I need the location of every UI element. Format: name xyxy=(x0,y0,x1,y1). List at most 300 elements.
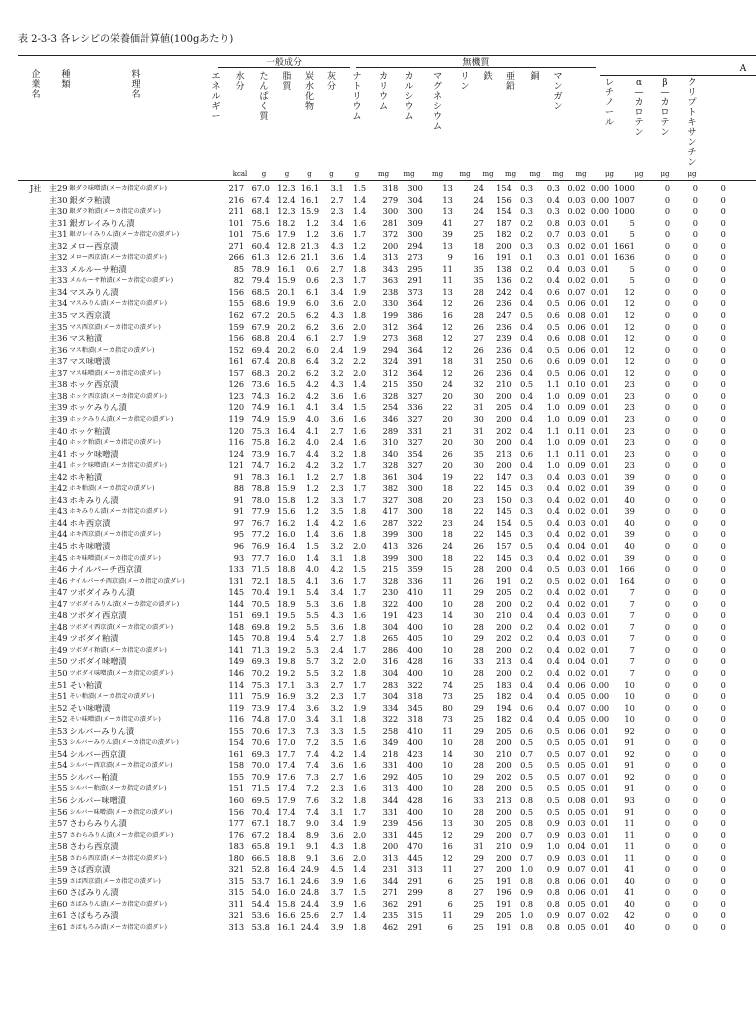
company-cell xyxy=(0,356,37,368)
value-cell: 0 xyxy=(720,760,726,771)
value-cell: 77.9 xyxy=(251,506,270,517)
value-cell: 3.2 xyxy=(330,702,344,713)
value-cell: 7 xyxy=(629,644,635,655)
value-cell: 0.01 xyxy=(590,806,610,817)
company-cell xyxy=(0,668,37,680)
value-cell: 399 xyxy=(382,552,399,563)
value-cell: 213 xyxy=(496,795,512,805)
dish-name-cell: ホキ粕漬 xyxy=(69,471,103,482)
value-cell: 428 xyxy=(407,795,423,805)
value-cell: 1.6 xyxy=(353,875,367,886)
value-cell: 399 xyxy=(382,529,399,540)
value-cell: 0 xyxy=(720,390,726,401)
value-cell: 391 xyxy=(407,356,423,367)
value-cell: 28 xyxy=(473,598,484,609)
value-cell: 0.5 xyxy=(520,760,534,771)
type-cell: 主34 xyxy=(48,298,68,309)
value-cell: 0.05 xyxy=(567,898,586,909)
company-cell xyxy=(0,910,37,922)
dish-name-cell: そい味噌漬 xyxy=(69,702,111,713)
value-cell: 1.7 xyxy=(353,679,367,690)
value-cell: 75.9 xyxy=(251,691,270,702)
value-cell: 315 xyxy=(228,875,245,886)
table-row xyxy=(0,241,756,253)
value-cell: 0.4 xyxy=(546,194,560,205)
table-row xyxy=(0,541,756,553)
value-cell: 3.2 xyxy=(330,795,344,805)
value-cell: 1000 xyxy=(613,206,635,217)
value-cell: 0.5 xyxy=(520,540,534,551)
value-cell: 0 xyxy=(692,333,698,344)
value-cell: 0 xyxy=(692,714,698,725)
table-row xyxy=(0,298,756,310)
company-cell xyxy=(0,264,37,276)
value-cell: 0.6 xyxy=(546,286,560,297)
type-cell: 主35 xyxy=(48,321,68,332)
value-cell: 0.07 xyxy=(567,286,586,297)
value-cell: 0 xyxy=(720,587,726,598)
value-cell: 364 xyxy=(407,298,423,309)
value-cell: 6.0 xyxy=(306,344,320,355)
value-cell: 133 xyxy=(228,564,245,575)
value-cell: 164 xyxy=(619,575,635,586)
value-cell: 3.9 xyxy=(330,922,344,933)
value-cell: 28 xyxy=(473,806,484,817)
value-cell: 0 xyxy=(720,425,726,436)
value-cell: 0 xyxy=(664,875,671,886)
type-cell: 主50 xyxy=(48,667,68,678)
value-cell: 19.4 xyxy=(277,633,296,644)
value-cell: 265 xyxy=(382,633,399,644)
value-cell: 73.9 xyxy=(251,448,270,459)
value-cell: 0 xyxy=(720,402,726,413)
company-cell xyxy=(0,807,37,819)
value-cell: 29 xyxy=(473,852,484,863)
company-cell xyxy=(0,287,37,299)
value-cell: 53.8 xyxy=(251,922,270,933)
dish-name-cell: 銀ダラ粕漬 xyxy=(69,194,111,205)
group-label-mineral: 無機質 xyxy=(462,58,490,68)
value-cell: 39 xyxy=(624,471,635,482)
unit-label: g xyxy=(307,170,312,178)
value-cell: 7.2 xyxy=(306,737,320,748)
value-cell: 0.9 xyxy=(546,852,560,863)
dish-name-cell: さばみりん漬 xyxy=(69,887,119,898)
type-cell: 主47 xyxy=(48,587,68,598)
value-cell: 322 xyxy=(407,679,423,690)
value-cell: 12 xyxy=(442,367,453,378)
value-cell: 158 xyxy=(228,760,245,771)
value-cell: 0.02 xyxy=(567,275,586,286)
value-cell: 27 xyxy=(473,217,484,228)
value-cell: 2.0 xyxy=(353,367,367,378)
value-cell: 0.03 xyxy=(567,263,586,274)
value-cell: 400 xyxy=(407,806,423,817)
value-cell: 21.3 xyxy=(300,240,320,251)
value-cell: 238 xyxy=(382,286,399,297)
value-cell: 119 xyxy=(228,413,245,424)
value-cell: 22 xyxy=(442,402,453,413)
value-cell: 3.6 xyxy=(330,598,344,609)
table-row xyxy=(0,391,756,403)
company-cell xyxy=(0,195,37,207)
value-cell: 70.9 xyxy=(251,771,270,782)
value-cell: 10 xyxy=(624,702,635,713)
value-cell: 0 xyxy=(664,922,671,933)
value-cell: 0 xyxy=(692,344,698,355)
value-cell: 1.8 xyxy=(353,922,367,933)
value-cell: 156 xyxy=(228,806,245,817)
value-cell: 0 xyxy=(692,898,698,909)
dish-name-cell: ツボダイ粕漬 xyxy=(69,633,119,644)
unit-label: mg xyxy=(431,170,444,178)
value-cell: 327 xyxy=(382,494,399,505)
value-cell: 71.3 xyxy=(251,644,270,655)
value-cell: 91 xyxy=(233,471,245,482)
value-cell: 16.1 xyxy=(300,183,320,194)
value-cell: 65.8 xyxy=(251,841,270,852)
value-cell: 0 xyxy=(692,413,698,424)
value-cell: 0.05 xyxy=(567,714,586,725)
table-row xyxy=(0,760,756,772)
value-cell: 273 xyxy=(407,252,423,263)
value-cell: 0 xyxy=(720,610,726,621)
dish-name-cell: ホキ粕漬(メーカ指定の漬ダレ) xyxy=(69,485,155,493)
value-cell: 1.4 xyxy=(306,529,320,540)
dish-name-cell: ホッケ味噌漬 xyxy=(69,448,119,459)
table-row xyxy=(0,714,756,726)
value-cell: 126 xyxy=(228,379,245,390)
dish-name-cell: ホッケ粕漬 xyxy=(69,425,111,436)
value-cell: 0.02 xyxy=(567,529,586,540)
value-cell: 0.3 xyxy=(546,206,560,217)
value-cell: 17.0 xyxy=(277,714,296,725)
value-cell: 327 xyxy=(407,413,423,424)
value-cell: 191 xyxy=(496,922,512,933)
value-cell: 61.3 xyxy=(251,252,270,263)
value-cell: 0.01 xyxy=(590,286,610,297)
company-cell xyxy=(0,841,37,853)
value-cell: 4.5 xyxy=(330,864,344,875)
value-cell: 1.7 xyxy=(353,644,367,655)
value-cell: 159 xyxy=(228,321,245,332)
value-cell: 0.07 xyxy=(567,702,586,713)
value-cell: 2.4 xyxy=(330,344,344,355)
value-cell: 0 xyxy=(664,460,671,471)
value-cell: 26 xyxy=(473,321,484,332)
value-cell: 0.4 xyxy=(546,494,560,505)
value-cell: 3.6 xyxy=(330,852,344,863)
dish-name-cell: マス粕漬(メーカ指定の漬ダレ) xyxy=(69,346,155,354)
value-cell: 162 xyxy=(228,310,245,321)
value-cell: 413 xyxy=(382,540,399,551)
value-cell: 3.6 xyxy=(306,702,320,713)
value-cell: 21 xyxy=(442,425,453,436)
value-cell: 258 xyxy=(382,725,399,736)
value-cell: 14 xyxy=(442,748,453,759)
value-cell: 4.3 xyxy=(330,841,344,852)
value-cell: 5.4 xyxy=(306,633,320,644)
value-cell: 349 xyxy=(382,737,399,748)
value-cell: 5.3 xyxy=(306,644,320,655)
value-cell: 364 xyxy=(407,344,423,355)
value-cell: 12 xyxy=(442,333,453,344)
value-cell: 116 xyxy=(228,437,245,448)
value-cell: 12 xyxy=(442,298,453,309)
value-cell: 0.4 xyxy=(546,621,560,632)
value-cell: 78.8 xyxy=(251,483,270,494)
value-cell: 0 xyxy=(692,402,698,413)
value-cell: 1.7 xyxy=(353,587,367,598)
value-cell: 0.4 xyxy=(546,552,560,563)
value-cell: 0.8 xyxy=(546,887,560,898)
value-cell: 26 xyxy=(473,540,484,551)
value-cell: 6.1 xyxy=(306,286,320,297)
type-cell: 主44 xyxy=(48,517,68,528)
value-cell: 23 xyxy=(442,517,453,528)
value-cell: 0.00 xyxy=(590,679,610,690)
value-cell: 0.5 xyxy=(520,517,534,528)
value-cell: 0 xyxy=(720,344,726,355)
value-cell: 18 xyxy=(442,506,453,517)
value-cell: 0 xyxy=(720,367,726,378)
value-cell: 2.3 xyxy=(330,275,344,286)
value-cell: 0.3 xyxy=(520,552,534,563)
value-cell: 11 xyxy=(442,587,453,598)
value-cell: 0 xyxy=(720,286,726,297)
value-cell: 286 xyxy=(382,644,399,655)
value-cell: 0.09 xyxy=(567,390,586,401)
value-cell: 0.4 xyxy=(520,298,534,309)
value-cell: 69.3 xyxy=(251,748,270,759)
value-cell: 287 xyxy=(382,517,399,528)
value-cell: 0 xyxy=(664,656,671,667)
value-cell: 1.7 xyxy=(353,575,367,586)
dish-name-cell: マス西京漬 xyxy=(69,310,111,321)
company-cell xyxy=(0,391,37,403)
value-cell: 1.8 xyxy=(353,263,367,274)
value-cell: 0.5 xyxy=(546,748,560,759)
value-cell: 0.01 xyxy=(590,483,610,494)
value-cell: 0.07 xyxy=(567,864,586,875)
value-cell: 13 xyxy=(442,240,453,251)
value-cell: 1.8 xyxy=(353,529,367,540)
value-cell: 16.1 xyxy=(277,922,296,933)
value-cell: 5.5 xyxy=(306,621,320,632)
value-cell: 0 xyxy=(692,610,698,621)
value-cell: 0 xyxy=(664,621,671,632)
value-cell: 0.00 xyxy=(590,714,610,725)
value-cell: 0.2 xyxy=(520,229,534,240)
value-cell: 0 xyxy=(664,217,671,228)
value-cell: 4.1 xyxy=(306,402,320,413)
value-cell: 1.6 xyxy=(353,783,367,794)
value-cell: 218 xyxy=(382,748,399,759)
value-cell: 70.6 xyxy=(251,737,270,748)
value-cell: 18 xyxy=(442,356,453,367)
value-cell: 0 xyxy=(664,252,671,263)
value-cell: 2.0 xyxy=(353,852,367,863)
value-cell: 1.1 xyxy=(546,379,560,390)
value-cell: 155 xyxy=(228,771,245,782)
value-cell: 20 xyxy=(442,494,453,505)
value-cell: 0 xyxy=(664,437,671,448)
value-cell: 300 xyxy=(407,529,423,540)
company-cell xyxy=(0,449,37,461)
value-cell: 0.01 xyxy=(590,217,610,228)
value-cell: 24 xyxy=(442,540,453,551)
value-cell: 1.8 xyxy=(353,621,367,632)
value-cell: 12 xyxy=(624,286,635,297)
company-cell xyxy=(0,345,37,357)
value-cell: 22 xyxy=(473,471,484,482)
value-cell: 10 xyxy=(624,714,635,725)
value-cell: 1.7 xyxy=(353,460,367,471)
value-cell: 0.6 xyxy=(306,275,320,286)
table-row xyxy=(0,356,756,368)
dish-name-cell: ホキみりん漬(メーカ指定の漬ダレ) xyxy=(69,508,167,516)
value-cell: 16.4 xyxy=(277,864,296,875)
value-cell: 304 xyxy=(407,471,423,482)
value-cell: 4.3 xyxy=(330,240,344,251)
value-cell: 315 xyxy=(228,887,245,898)
table-row xyxy=(0,772,756,784)
value-cell: 318 xyxy=(382,183,399,194)
value-cell: 0 xyxy=(664,529,671,540)
value-cell: 14 xyxy=(442,610,453,621)
value-cell: 91 xyxy=(624,737,635,748)
value-cell: 410 xyxy=(407,587,423,598)
unit-label: mg xyxy=(459,170,471,178)
value-cell: 0 xyxy=(664,771,671,782)
value-cell: 0.6 xyxy=(520,448,534,459)
value-cell: 0.5 xyxy=(520,379,534,390)
table-row xyxy=(0,703,756,715)
value-cell: 0.01 xyxy=(590,667,610,678)
type-cell: 主56 xyxy=(48,795,68,805)
value-cell: 0 xyxy=(720,448,726,459)
value-cell: 0 xyxy=(692,760,698,771)
value-cell: 5.4 xyxy=(306,587,320,598)
value-cell: 11 xyxy=(624,841,635,852)
value-cell: 0.06 xyxy=(567,298,586,309)
value-cell: 364 xyxy=(407,367,423,378)
value-cell: 156 xyxy=(228,286,245,297)
value-cell: 0.02 xyxy=(567,494,586,505)
value-cell: 91 xyxy=(233,494,245,505)
value-cell: 73 xyxy=(442,691,453,702)
value-cell: 0.8 xyxy=(520,818,534,829)
table-row xyxy=(0,345,756,357)
column-header: マンガン xyxy=(553,72,563,112)
value-cell: 22 xyxy=(473,529,484,540)
value-cell: 24.8 xyxy=(300,887,320,898)
value-cell: 1.7 xyxy=(353,275,367,286)
value-cell: 0 xyxy=(720,691,726,702)
company-cell xyxy=(0,864,37,876)
value-cell: 0.3 xyxy=(520,183,534,194)
value-cell: 1.9 xyxy=(353,333,367,344)
value-cell: 1.8 xyxy=(353,471,367,482)
unit-label: g xyxy=(354,170,360,178)
value-cell: 236 xyxy=(496,321,512,332)
value-cell: 0 xyxy=(692,321,698,332)
value-cell: 16.9 xyxy=(277,691,296,702)
value-cell: 24 xyxy=(473,206,484,217)
company-cell xyxy=(0,229,37,241)
value-cell: 327 xyxy=(407,460,423,471)
dish-name-cell: 銀ガレイみりん漬(メーカ指定の漬ダレ) xyxy=(69,231,180,239)
value-cell: 445 xyxy=(407,829,423,840)
value-cell: 16.5 xyxy=(277,379,296,390)
value-cell: 0.02 xyxy=(567,644,586,655)
value-cell: 322 xyxy=(382,598,399,609)
value-cell: 10 xyxy=(624,679,635,690)
value-cell: 124 xyxy=(228,448,245,459)
value-cell: 1.2 xyxy=(306,471,320,482)
dish-name-cell: シルバー味噌漬 xyxy=(69,795,126,805)
unit-label: mg xyxy=(552,170,564,178)
column-header: α—カロテン xyxy=(634,78,644,138)
column-header: リン xyxy=(460,72,470,92)
value-cell: 0.01 xyxy=(590,494,610,505)
value-cell: 0.06 xyxy=(567,887,586,898)
value-cell: 250 xyxy=(496,356,512,367)
value-cell: 0.8 xyxy=(546,217,560,228)
value-cell: 116 xyxy=(228,714,245,725)
value-cell: 75.3 xyxy=(251,679,270,690)
value-cell: 31 xyxy=(473,356,484,367)
value-cell: 0.6 xyxy=(520,356,534,367)
value-cell: 93 xyxy=(624,795,635,805)
value-cell: 0.08 xyxy=(567,310,586,321)
value-cell: 0.05 xyxy=(567,691,586,702)
value-cell: 0 xyxy=(664,598,671,609)
value-cell: 22 xyxy=(473,483,484,494)
value-cell: 343 xyxy=(382,263,399,274)
group-label-general: 一般成分 xyxy=(265,58,302,68)
value-cell: 12 xyxy=(624,356,635,367)
value-cell: 0.4 xyxy=(520,425,534,436)
value-cell: 17.4 xyxy=(277,760,296,771)
value-cell: 0.5 xyxy=(520,806,534,817)
dish-name-cell: 銀ダラ味噌漬(メーカ指定の漬ダレ) xyxy=(69,185,167,193)
table-row xyxy=(0,680,756,692)
company-cell xyxy=(0,576,37,588)
unit-label: mg xyxy=(529,170,541,178)
value-cell: 18 xyxy=(442,483,453,494)
unit-label: g xyxy=(329,170,334,178)
company-cell xyxy=(0,795,37,807)
value-cell: 0 xyxy=(692,783,698,794)
value-cell: 0 xyxy=(720,829,726,840)
value-cell: 3.3 xyxy=(306,679,320,690)
value-cell: 361 xyxy=(382,471,399,482)
value-cell: 300 xyxy=(407,206,423,217)
value-cell: 10 xyxy=(442,633,453,644)
value-cell: 200 xyxy=(496,437,512,448)
value-cell: 2.7 xyxy=(330,633,344,644)
value-cell: 22 xyxy=(473,552,484,563)
value-cell: 70.2 xyxy=(251,667,270,678)
value-cell: 20.2 xyxy=(277,321,296,332)
value-cell: 0 xyxy=(720,379,726,390)
value-cell: 176 xyxy=(228,829,245,840)
value-cell: 0.4 xyxy=(520,321,534,332)
value-cell: 22 xyxy=(473,506,484,517)
value-cell: 0 xyxy=(720,460,726,471)
value-cell: 53.6 xyxy=(251,910,270,921)
